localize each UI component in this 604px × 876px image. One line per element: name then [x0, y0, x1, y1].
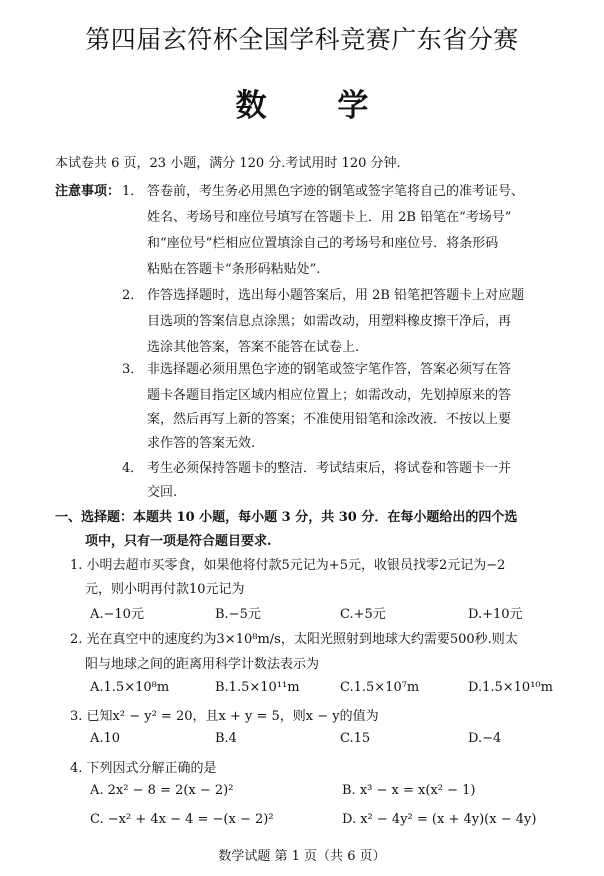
question-1-text: 1. 小明去超市买零食，如果他将付款5元记为+5元，收银员找零2元记为−2 — [70, 558, 506, 573]
q3-option-b: B.4 — [215, 731, 237, 746]
notice-line: 非选择题必须用黑色字迹的钢笔或签字笔作答，答案必须写在答 — [147, 362, 512, 377]
q4-option-d: D. x² − 4y² = (x + 4y)(x − 4y) — [342, 812, 537, 827]
q4-option-b: B. x³ − x = x(x² − 1) — [342, 783, 476, 798]
q3-option-a: A.10 — [90, 731, 121, 746]
subject-title: 数 学 — [235, 88, 399, 124]
notice-line: 求作答的答案无效. — [147, 436, 256, 451]
notice-line: 考生必须保持答题卡的整洁．考试结束后，将试卷和答题卡一并 — [147, 461, 512, 476]
notice-line: 目选项的答案信息点涂黑；如需改动，用塑料橡皮擦干净后，再 — [147, 314, 512, 329]
notice-item-number: 4． — [122, 461, 144, 476]
q2-option-a: A.1.5×10⁸m — [90, 680, 170, 695]
notice-line: 和“座位号”栏相应位置填涂自己的考场号和座位号．将条形码 — [147, 236, 499, 251]
section-heading: 一、选择题：本题共 10 小题，每小题 3 分，共 30 分．在每小题给出的四个选 — [55, 510, 518, 525]
page-footer: 数学试题 第 1 页（共 6 页） — [218, 849, 386, 864]
q1-option-a: A.−10元 — [90, 607, 144, 622]
question-4-text: 4. 下列因式分解正确的是 — [70, 761, 217, 776]
exam-intro: 本试卷共 6 页，23 小题，满分 120 分.考试用时 120 分钟. — [55, 156, 401, 171]
question-2-text-cont: 阳与地球之间的距离用科学计数法表示为 — [85, 657, 320, 672]
q1-option-d: D.+10元 — [468, 607, 523, 622]
q4-option-c: C. −x² + 4x − 4 = −(x − 2)² — [90, 812, 274, 827]
q4-option-a: A. 2x² − 8 = 2(x − 2)² — [90, 783, 234, 798]
notice-line: 选涂其他答案，答案不能答在试卷上. — [147, 340, 360, 355]
notice-item-number: 3． — [122, 362, 144, 377]
q1-option-c: C.+5元 — [340, 607, 386, 622]
section-heading-cont: 项中，只有一项是符合题目要求. — [85, 534, 272, 549]
exam-title: 第四届玄符杯全国学科竞赛广东省分赛 — [85, 25, 519, 54]
notice-line: 粘贴在答题卡“条形码粘贴处”. — [147, 262, 321, 277]
notice-line: 题卡各题目指定区域内相应位置上；如需改动，先划掉原来的答 — [147, 388, 512, 403]
question-3-text: 3. 已知x² − y² = 20，且x + y = 5，则x − y的值为 — [70, 709, 379, 724]
q2-option-b: B.1.5×10¹¹m — [215, 680, 300, 695]
notice-line: 姓名、考场号和座位号填写在答题卡上．用 2B 铅笔在“考场号” — [147, 210, 512, 225]
notice-line: 答卷前，考生务必用黑色字迹的钢笔或签字笔将自己的准考证号、 — [147, 184, 525, 199]
notice-line: 交回. — [147, 485, 178, 500]
question-1-text-cont: 元，则小明再付款10元记为 — [85, 582, 245, 597]
q2-option-d: D.1.5×10¹⁰m — [468, 680, 553, 695]
q3-option-c: C.15 — [340, 731, 371, 746]
notice-item-number: 1． — [122, 184, 144, 199]
notice-line: 案，然后再写上新的答案；不准使用铅笔和涂改液．不按以上要 — [147, 412, 512, 427]
notice-line: 作答选择题时，选出每小题答案后，用 2B 铅笔把答题卡上对应题 — [147, 288, 525, 303]
notice-item-number: 2． — [122, 288, 144, 303]
question-2-text: 2. 光在真空中的速度约为3×10⁸m/s，太阳光照射到地球大约需要500秒.则太 — [70, 632, 518, 647]
notice-label: 注意事项： — [55, 184, 121, 199]
q2-option-c: C.1.5×10⁷m — [340, 680, 420, 695]
q1-option-b: B.−5元 — [215, 607, 261, 622]
q3-option-d: D.−4 — [468, 731, 502, 746]
